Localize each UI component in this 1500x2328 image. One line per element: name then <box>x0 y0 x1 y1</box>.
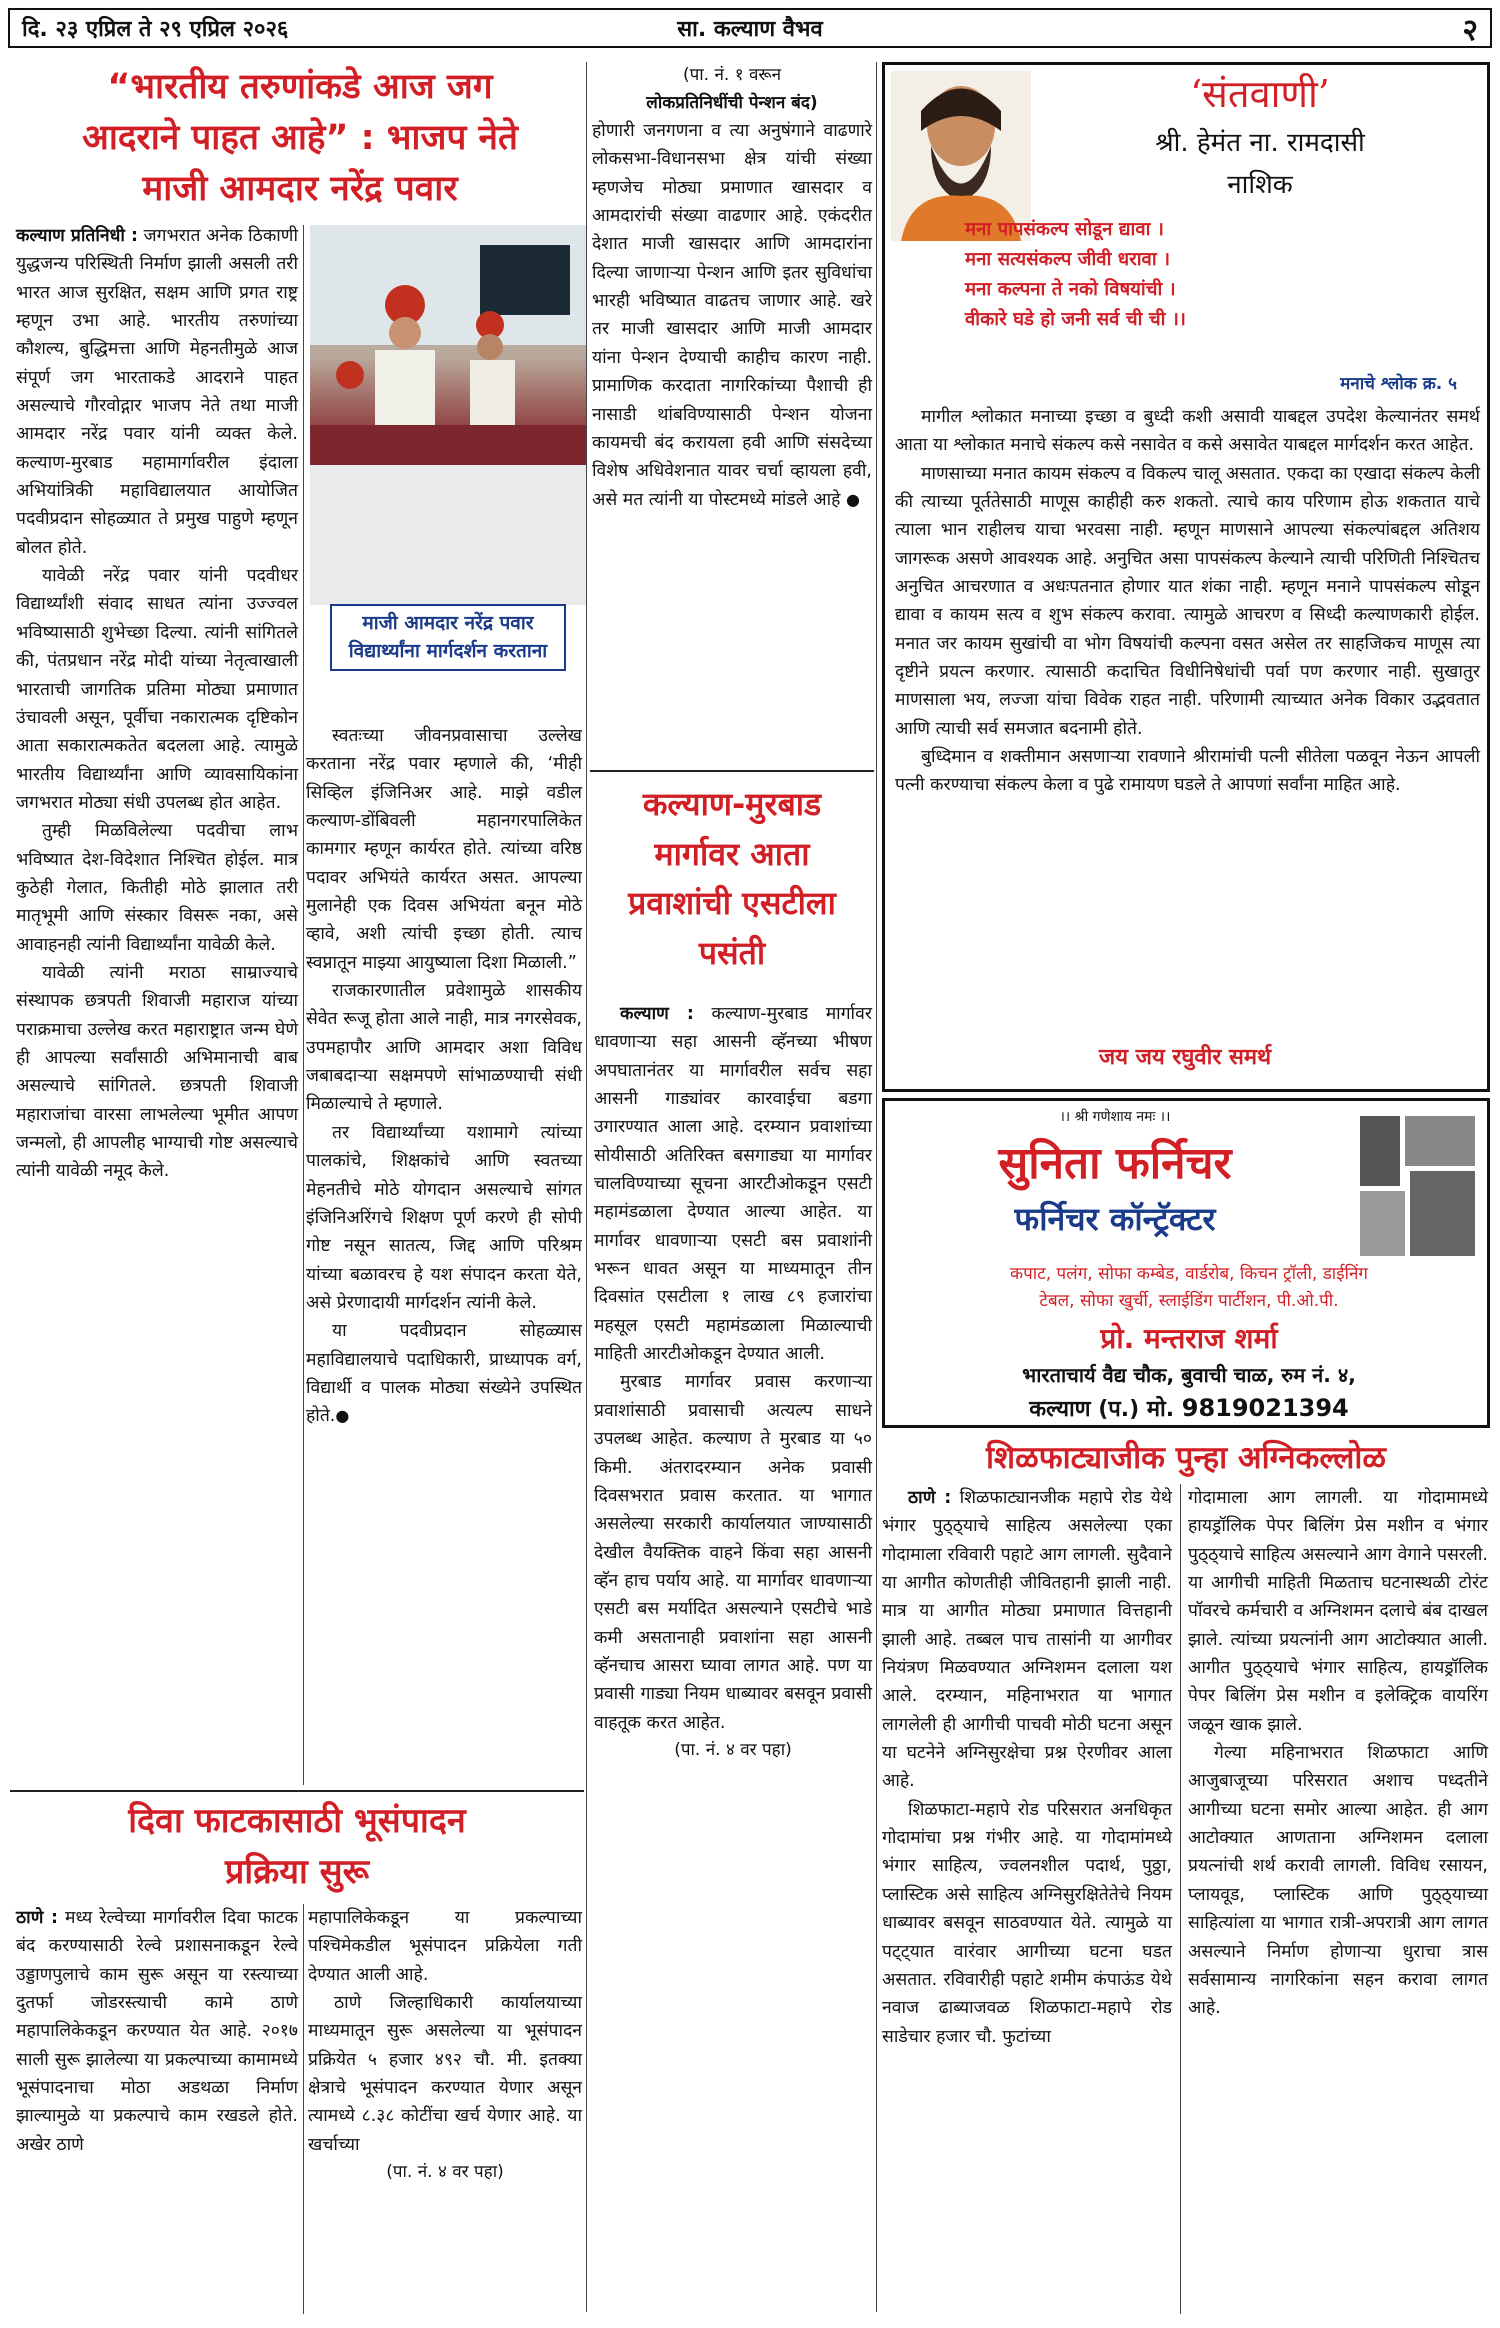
fire-column1 <box>882 1484 1172 2051</box>
paragraph: महापालिकेकडून या प्रकल्पाच्या पश्चिमेकडील भूसंपादन प्रक्रियेला गती देण्यात आली आहे. <box>308 1908 582 1985</box>
shlok-verse <box>965 215 1465 335</box>
paragraph: यावेळी त्यांनी मराठा साम्राज्याचे संस्थापक छत्रपती शिवाजी महाराज यांच्या पराक्रमाचा उल्लेख करत महाराष्ट्रात जन्म घेणे ही आपल्या सर्वांसाठी अभिमानाची बाब असल्याचे सांगितले. छत्रपती शिवाजी महाराजांचा वारसा लाभलेल्या भूमीत आपण जन्मलो, ही आपलीह भाग्याची गोष्ट असल्याचे त्यांनी यावेळी नमूद केले. <box>16 962 298 1182</box>
ad-mobile-number: 9819021394 <box>1181 1394 1349 1422</box>
diva-column2 <box>308 1904 582 2187</box>
ad-address: भारताचार्य वैद्य चौक, बुवाची चाळ, रुम नं. ४, <box>1022 1363 1356 1387</box>
santvani-body <box>895 403 1480 800</box>
paragraph: यावेळी नरेंद्र पवार यांनी पदवीधर विद्यार्थ्यांशी संवाद साधत त्यांना उज्ज्वल भविष्यासाठी शुभेच्छा दिल्या. त्यांनी सांगितले की, पंतप्रधान नरेंद्र मोदी यांच्या नेतृत्वाखाली भारताची जागतिक प्रतिमा मोठ्या प्रमाणात उंचावली असून, पूर्वीचा नकारात्मक दृष्टिकोन आता सकारात्मकतेत बदलला आहे. त्यामुळे भारतीय विद्यार्थ्यांना आणि व्यावसायिकांना जगभरात मोठ्या संधी उपलब्ध होत आहेत. <box>16 566 298 813</box>
furniture-icon <box>1355 1111 1480 1261</box>
fire-headline: शिळफाट्याजीक पुन्हा अग्निकल्लोळ <box>986 1440 1386 1476</box>
issue-date-range: दि. २३ एप्रिल ते २९ एप्रिल २०२६ <box>22 17 289 42</box>
paragraph: या पदवीप्रदान सोहळ्यास महाविद्यालयाचे पदाधिकारी, प्राध्यापक वर्ग, विद्यार्थी व पालक मोठ्या संख्येने उपस्थित होते. <box>306 1321 582 1427</box>
shlok-reference: मनाचे श्लोक क्र. ५ <box>1340 374 1457 394</box>
ad-proprietor: प्रो. मन्तराज शर्मा <box>1100 1322 1278 1355</box>
shlok-line: मना कल्पना ते नको विषयांची । <box>965 278 1176 300</box>
paragraph: माणसाच्या मनात कायम संकल्प व विकल्प चालू असतात. एकदा का एखादा संकल्प केली की त्याच्या पूर्ततेसाठी माणूस काहीही करु शकतो. त्याचे काय परिणाम होऊ शकतात याचे त्याला भान राहीलच याचा भरवसा नाही. म्हणून माणसाने आपल्या संकल्पांबद्दल अतिशय जागरूक असणे आवश्यक आहे. अनुचित असा पापसंकल्प केल्याने त्याची परिणिती निश्चितच अनुचित आचरणात व अधःपतनात होणार यात शंका नाही. म्हणून मनाने पापसंकल्प सोडून द्यावा व कायम सत्य व शुभ संकल्प करावा. त्यामुळे आचरण व सिध्दी कल्याणकारी होईल. मनात जर कायम सुखांची वा भोग विषयांची कल्पना वसत असेल तर साहजिकच माणूस त्या दृष्टीने प्रयत्न करणार. त्यासाठी कदाचित विधीनिषेधांची पर्वा पण करणार नाही. सुखातुर माणसाला भय, लज्जा यांचा विवेक राहत नाही. परिणामी त्याच्यात अनेक विकार उद्भवतात आणि त्याची सर्व समजात बदनामी होते. <box>895 463 1480 739</box>
column-rule <box>303 225 304 1785</box>
headline-line: कल्याण-मुरबाड <box>642 785 822 823</box>
santvani-place: नाशिक <box>1227 170 1293 200</box>
ad-business-name: सुनिता फर्निचर <box>998 1138 1232 1189</box>
paragraph: गोदामाला आग लागली. या गोदामामध्ये हायड्रॉलिक पेपर बिलिंग प्रेस मशीन व भंगार पुठ्ठ्याचे साहित्य असल्याने आग वेगाने पसरली. या आगीची माहिती मिळताच घटनास्थळी टोरंट पॉवरचे कर्मचारी व अग्निशमन दलाचे बंब दाखल झाले. त्यांच्या प्रयत्नांनी आग आटोक्यात आली. आगीत पुठ्ठ्याचे भंगार साहित्य, हायड्रॉलिक पेपर बिलिंग प्रेस मशीन व इलेक्ट्रिक वायरिंग जळून खाक झाले. <box>1188 1488 1488 1735</box>
santvani-closing: जय जय रघुवीर समर्थ <box>1098 1045 1272 1070</box>
paragraph: तर विद्यार्थ्यांच्या यशामागे त्यांच्या पालकांचे, शिक्षकांचे आणि स्वतच्या मेहनतीचे मोठे योगदान असल्याचे सांगत इंजिनिअरिंगचे शिक्षण पूर्ण करणे ही सोपी गोष्ट नसून सातत्य, जिद्द आणि परिश्रम यांच्या बळावरच हे यश संपादन करता येते, असे प्रेरणादायी मार्गदर्शन त्यांनी केले. <box>306 1122 582 1313</box>
article1-column1 <box>16 222 298 1186</box>
paragraph: शिळफाटा-महापे रोड परिसरात अनधिकृत गोदामांचा प्रश्न गंभीर आहे. या गोदामांमध्ये भंगार साहित्य, ज्वलनशील पदार्थ, पुठ्ठा, प्लास्टिक असे साहित्य अग्निसुरक्षितेतेचे नियम धाब्यावर बसवून साठवण्यात येते. त्यामुळे या पट्ट्यात वारंवार आगीच्या घटना घडत असतात. रविवारीही पहाटे शमीम कंपाऊंड येथे नवाज ढाब्याजवळ शिळफाटा-महापे रोड साडेचार हजार चौ. फुटांच्या <box>882 1799 1172 2047</box>
column-rule <box>1180 1484 1181 2314</box>
furniture-advertisement <box>882 1098 1490 1428</box>
end-mark: ● <box>845 489 860 509</box>
headline-line: माजी आमदार नरेंद्र पवार <box>142 168 458 209</box>
column-rule <box>586 62 587 2312</box>
diva-column1 <box>16 1904 298 2159</box>
headline-line: दिवा फाटकासाठी भूसंपादन <box>128 1801 466 1841</box>
shlok-line: मना सत्यसंकल्प जीवी धरावा । <box>965 248 1171 270</box>
paragraph: जगभरात अनेक ठिकाणी युद्धजन्य परिस्थिती निर्माण झाली असली तरी भारत आज सुरक्षित, सक्षम आणि प्रगत राष्ट्र म्हणून उभा आहे. भारतीय तरुणांच्या कौशल्य, बुद्धिमत्ता आणि मेहनतीमुळे आज संपूर्ण जग भारताकडे आदराने पाहत असल्याचे गौरवोद्गार भाजप नेते तथा माजी आमदार नरेंद्र पवार यांनी व्यक्त केले. कल्याण-मुरबाड महामार्गावरील इंदाला अभियांत्रिकी महाविद्यालयात आयोजित पदवीप्रदान सोहळ्यात ते प्रमुख पाहुणे म्हणून बोलत होते. <box>16 226 298 558</box>
ad-contact <box>885 1393 1493 1423</box>
column-rule <box>303 1904 304 2314</box>
speaker-photo-illustration <box>310 225 586 605</box>
dateline: ठाणे : <box>16 1908 58 1928</box>
pension-continuation <box>592 62 872 514</box>
paragraph: गेल्या महिनाभरात शिळफाटा आणि आजुबाजूच्या परिसरात अशाच पध्दतीने आगीच्या घटना समोर आल्या आहेत. ही आग आटोक्यात आणताना अग्निशमन दलाला प्रयत्नांची शर्थ करावी लागली. विविध रसायन, प्लायवूड, प्लास्टिक आणि पुठ्ठ्याच्या साहित्यांला या भागात रात्री-अपरात्री आग लागत असल्याने निर्माण होणाऱ्या धुराचा त्रास सर्वसामान्य नागरिकांना सहन करावा लागत आहे. <box>1188 1743 1488 2019</box>
continued-to: (पा. नं. ४ वर पहा) <box>674 1739 792 1760</box>
ad-services-line: टेबल, सोफा खुर्ची, स्लाईडिंग पार्टीशन, पी.ओ.पी. <box>1039 1291 1339 1312</box>
headline-line: “भारतीय तरुणांकडे आज जग <box>107 67 493 107</box>
paragraph: राजकारणातील प्रवेशामुळे शासकीय सेवेत रूजू होता आले नाही, मात्र नगरसेवक, उपमहापौर आणि आमदार अशा विविध जबाबदाऱ्या सक्षमपणे सांभाळण्याची संधी मिळाल्याचे ते म्हणाले. <box>306 981 582 1115</box>
section-divider <box>10 1790 584 1792</box>
continued-from: (पा. नं. १ वरून <box>682 65 782 85</box>
headline-line: प्रवाशांची एसटीला <box>628 884 836 923</box>
diva-headline <box>10 1796 584 1898</box>
photo-caption: माजी आमदार नरेंद्र पवार विद्यार्थ्यांना मार्गदर्शन करताना <box>330 604 566 671</box>
dateline: कल्याण : <box>620 1004 694 1024</box>
paragraph: स्वतःच्या जीवनप्रवासाचा उल्लेख करताना नरेंद्र पवार म्हणाले की, ‘मीही सिव्हिल इंजिनिअर आहे. माझे वडील कल्याण-डोंबिवली महानगरपालिकेत कामगार म्हणून कार्यरत होते. त्यांच्या वरिष्ठ पदावर अभियंते कार्यरत असत. आपल्या मुलानेही एक दिवस अभियंता बनून मोठे व्हावे, अशी त्यांची इच्छा होती. त्याच स्वप्नातून माझ्या आयुष्याला दिशा मिळाली.” <box>306 726 582 973</box>
headline-line: प्रक्रिया सुरू <box>224 1852 370 1892</box>
dateline: कल्याण प्रतिनिधी : <box>16 226 139 246</box>
fire-column2 <box>1188 1484 1488 2023</box>
ad-mobile-label: मो. <box>1146 1397 1175 1422</box>
paragraph: कल्याण-मुरबाड मार्गावर धावणाऱ्या सहा आसनी व्हॅनच्या भीषण अपघातानंतर या मार्गावरील सर्वच सहा आसनी गाड्यांवर कारवाईचा बडगा उगारण्यात आला आहे. दरम्यान प्रवाशांच्या सोयीसाठी अतिरिक्त बसगाड्या या मार्गावर चालविण्याच्या सूचना आरटीओकडून एसटी महामंडळाला देण्यात आल्या आहेत. या मार्गावर धावणाऱ्या एसटी बस प्रवाशांनी भरून धावत असून या माध्यमातून तीन दिवसांत एसटीला १ लाख ८९ हजारांचा महसूल एसटी महामंडळाला मिळाल्याची माहिती आरटीओकडून देण्यात आली. <box>594 1004 872 1365</box>
article1-headline <box>20 62 580 214</box>
headline-line: पसंती <box>698 933 766 972</box>
section-divider <box>590 770 874 772</box>
murbad-headline <box>592 780 872 978</box>
ad-invocation: ।। श्री गणेशाय नमः ।। <box>1059 1109 1171 1125</box>
paragraph: मागील श्लोकात मनाच्या इच्छा व बुध्दी कशी असावी याबद्दल उपदेश केल्यानंतर समर्थ आता या श्लोकात मनाचे संकल्प कसे नसावेत व कसे असावेत याबद्दल मार्गदर्शन करत आहेत. <box>895 407 1480 456</box>
shlok-line: मना पापसंकल्प सोडून द्यावा । <box>965 219 1164 240</box>
ad-location: कल्याण (प.) <box>1029 1397 1140 1422</box>
shlok-line: वीकारे घडे हो जनी सर्व ची ची ।। <box>965 308 1186 330</box>
ad-services <box>885 1261 1493 1315</box>
column-rule <box>876 62 877 2312</box>
headline-line: मार्गावर आता <box>654 834 810 873</box>
newspaper-name: सा. कल्याण वैभव <box>677 17 823 42</box>
headline-line: आदराने पाहत आहे” : भाजप नेते <box>82 117 518 158</box>
paragraph: तुम्ही मिळविलेल्या पदवीचा लाभ भविष्यात देश-विदेशात निश्चित होईल. मात्र कुठेही गेलात, कितीही मोठे झालात तरी मातृभूमी आणि संस्कार विसरू नका, असे आवाहनही त्यांनी विद्यार्थ्यांना यावेळी केले. <box>16 821 298 955</box>
page-number: २ <box>1462 12 1478 48</box>
paragraph: बुध्दिमान व शक्तीमान असणाऱ्या रावणाने श्रीरामांची पत्नी सीतेला पळवून नेऊन आपली पत्नी करण्याचा संकल्प केला व पुढे रामायण घडले ते आपणां सर्वांना माहित आहे. <box>895 747 1480 796</box>
santvani-box <box>882 62 1490 1092</box>
paragraph: मुरबाड मार्गावर प्रवास करणाऱ्या प्रवाशांसाठी प्रवासाची अत्यल्प साधने उपलब्ध आहेत. कल्याण ते मुरबाड या ५० किमी. अंतरादरम्यान अनेक प्रवासी दिवसभरात प्रवास करतात. या भागात असलेल्या सरकारी कार्यालयात जाण्यासाठी देखील वैयक्तिक वाहने किंवा सहा आसनी व्हॅन हाच पर्याय आहे. या मार्गावर धावणाऱ्या एसटी बस मर्यादित असल्याने एसटीचे भाडे कमी असतानाही प्रवाशांना सहा आसनी व्हॅनचाच आसरा घ्यावा लागत आहे. पण या प्रवासी गाड्या नियम धाब्यावर बसवून प्रवासी वाहतूक करत आहेत. <box>594 1372 872 1733</box>
article1-column2 <box>306 722 582 1431</box>
paragraph: शिळफाट्यानजीक महापे रोड येथे भंगार पुठ्ठ्याचे साहित्य असलेल्या एका गोदामाला रविवारी पहाटे आग लागली. सुदैवाने या आगीत कोणतीही जीवितहानी झाली नाही. मात्र या आगीत मोठ्या प्रमाणात वित्तहानी झाली आहे. तब्बल पाच तासांनी या आगीवर नियंत्रण मिळवण्यात अग्निशमन दलाला यश आले. दरम्यान, महिनाभरात या भागात लागलेली ही आगीची पाचवी मोठी घटना असून या घटनेने अग्निसुरक्षेचा प्रश्न ऐरणीवर आला आहे. <box>882 1488 1172 1792</box>
murbad-body <box>594 1000 872 1764</box>
dateline: ठाणे : <box>908 1488 952 1508</box>
event-photo <box>310 225 586 605</box>
masthead <box>8 8 1492 48</box>
continued-to: (पा. नं. ४ वर पहा) <box>386 2162 504 2183</box>
paragraph: होणारी जनगणना व त्या अनुषंगाने वाढणारे लोकसभा-विधानसभा क्षेत्र यांची संख्या म्हणजेच मोठ्या प्रमाणात खासदार व आमदारांची संख्या वाढणार आहे. एकंदरीत देशात माजी खासदार आणि आमदारांना दिल्या जाणाऱ्या पेन्शन आणि इतर सुविधांचा भारही भविष्यात वाढतच जाणार आहे. खरे तर माजी खासदार आणि माजी आमदार यांना पेन्शन देण्याची काहीच कारण नाही. प्रामाणिक करदाता नागरिकांच्या पैशाची ही नासाडी थांबविण्यासाठी पेन्शन योजना कायमची बंद करायला हवी आणि संसदेच्या विशेष अधिवेशनात यावर चर्चा व्हायला हवी, असे मत त्यांनी या पोस्टमध्ये मांडले आहे <box>592 121 872 510</box>
paragraph: ठाणे जिल्हाधिकारी कार्यालयाच्या माध्यमातून सुरू असलेल्या या भूसंपादन प्रक्रियेत ५ हजार ४९२ चौ. मी. इतक्या क्षेत्राचे भूसंपादन करण्यात येणार असून त्यामध्ये ८.३८ कोटींचा खर्च येणार आहे. या खर्चाच्या <box>308 1993 582 2155</box>
santvani-title: ‘संतवाणी’ <box>1190 72 1330 116</box>
pension-subhead: लोकप्रतिनिधींची पेन्शन बंद) <box>646 92 818 113</box>
paragraph: मध्य रेल्वेच्या मार्गावरील दिवा फाटक बंद करण्यासाठी रेल्वे प्रशासनाकडून रेल्वे उड्डाणपुलाचे काम सुरू असून या रस्त्याच्या दुतर्फा जोडरस्त्याची कामे ठाणे महापालिकेकडून करण्यात येत आहे. २०१७ साली सुरू झालेल्या या प्रकल्पाच्या कामामध्ये भूसंपादनाचा मोठा अडथळा निर्माण झाल्यामुळे या प्रकल्पाचे काम रखडले होते. अखेर ठाणे <box>16 1908 298 2155</box>
ad-services-line: कपाट, पलंग, सोफा कम्बेड, वार्डरोब, किचन ट्रॉली, डाईनिंग <box>1010 1264 1368 1284</box>
ad-tagline: फर्निचर कॉन्ट्रॅक्टर <box>1014 1200 1216 1238</box>
santvani-author: श्री. हेमंत ना. रामदासी <box>1155 128 1365 158</box>
end-mark: ● <box>335 1406 350 1426</box>
